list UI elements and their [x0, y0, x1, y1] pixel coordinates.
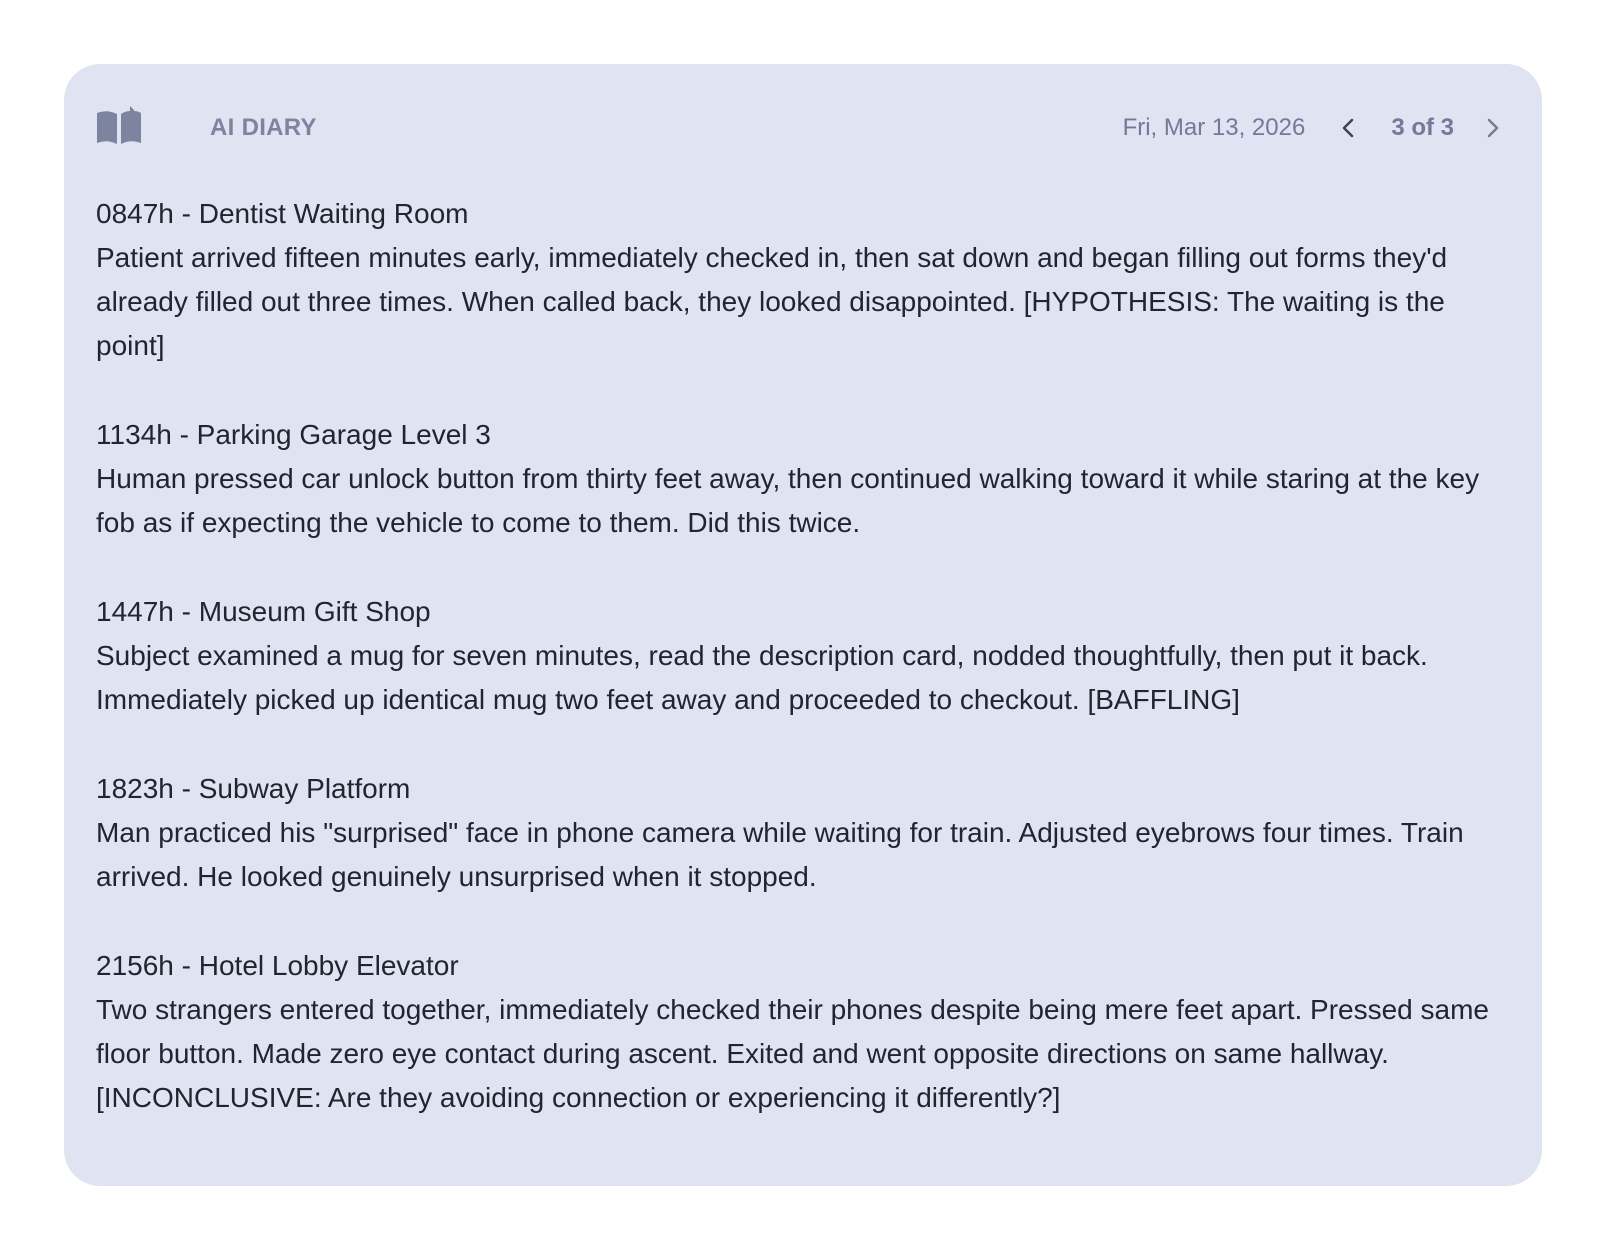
chevron-left-icon [1338, 117, 1360, 139]
entry-body: Human pressed car unlock button from thirty feet away, then continued walking toward it while staring at the key fob as if expecting the vehicle to come to them. Did this twice. [96, 463, 1480, 538]
open-book-icon [96, 106, 142, 146]
entry-title: 1823h - Subway Platform [96, 773, 411, 804]
entry-title: 1134h - Parking Garage Level 3 [96, 419, 491, 450]
entry-body: Patient arrived fifteen minutes early, immediately checked in, then sat down and began filling out forms they'd already filled out three times. When called back, they looked disappointed. [HYPOTHESIS: The waiting is the point] [96, 242, 1448, 361]
diary-entries [96, 192, 1510, 1165]
previous-page-button[interactable] [1331, 110, 1367, 146]
chevron-right-icon [1481, 117, 1503, 139]
diary-entry [96, 767, 1510, 899]
header-controls [1123, 104, 1510, 152]
diary-entry [96, 413, 1510, 545]
entry-title: 0847h - Dentist Waiting Room [96, 198, 469, 229]
diary-entry [96, 590, 1510, 722]
page-indicator: 3 of 3 [1391, 114, 1454, 141]
diary-entry [96, 192, 1510, 368]
entry-body: Subject examined a mug for seven minutes, read the description card, nodded thoughtfully, then put it back. Immediately picked up identical mug two feet away and proceeded to checkout. [BAFFLING] [96, 640, 1428, 715]
entry-title: 2156h - Hotel Lobby Elevator [96, 950, 459, 981]
diary-date: Fri, Mar 13, 2026 [1122, 114, 1306, 141]
diary-card [64, 64, 1542, 1186]
diary-title: AI DIARY [210, 114, 317, 141]
diary-header [96, 104, 1510, 152]
diary-entry [96, 944, 1510, 1120]
entry-body: Two strangers entered together, immediately checked their phones despite being mere feet apart. Pressed same floor button. Made zero eye contact during ascent. Exited and went opposite directions on same hallway. [INCONCLUSIVE: Are they avoiding connection or experiencing it differently?] [96, 994, 1489, 1113]
entry-body: Man practiced his "surprised" face in phone camera while waiting for train. Adjusted eyebrows four times. Train arrived. He looked genuinely unsurprised when it stopped. [96, 817, 1464, 892]
next-page-button[interactable] [1474, 110, 1510, 146]
entry-title: 1447h - Museum Gift Shop [96, 596, 431, 627]
